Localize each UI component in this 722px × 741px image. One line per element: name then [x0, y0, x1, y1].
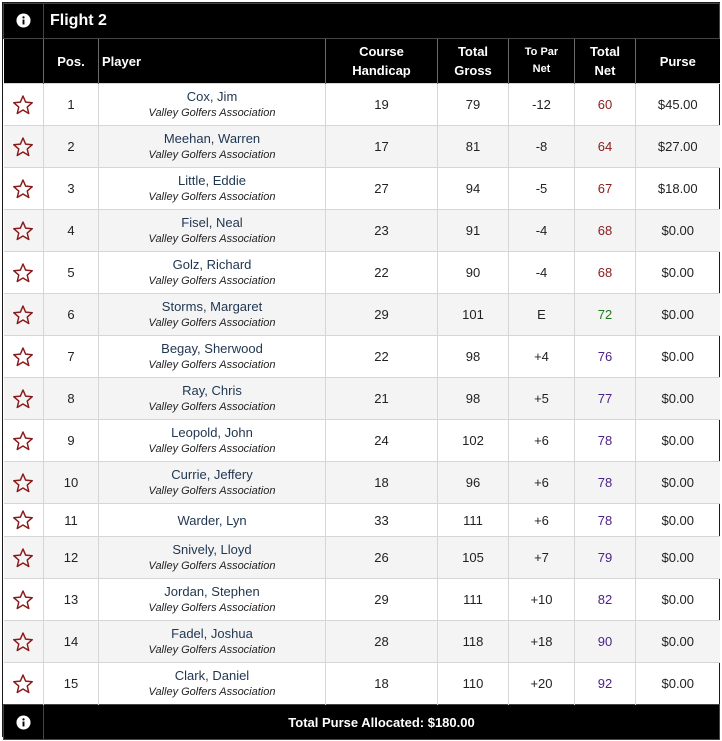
player-cell[interactable] — [99, 378, 326, 420]
player-name[interactable]: Storms, Margaret — [161, 298, 263, 314]
to-par-net: +5 — [509, 378, 575, 420]
favorite-star-button[interactable] — [4, 663, 44, 705]
star-outline-icon — [12, 304, 34, 326]
course-handicap: 26 — [326, 537, 438, 579]
total-net: 72 — [575, 294, 636, 336]
total-gross: 96 — [438, 462, 509, 504]
player-rows — [4, 84, 720, 705]
header-favorite — [4, 39, 44, 84]
table-row[interactable] — [4, 420, 720, 462]
player-cell[interactable] — [99, 210, 326, 252]
position: 7 — [44, 336, 99, 378]
player-cell[interactable] — [99, 252, 326, 294]
player-name[interactable]: Meehan, Warren — [163, 130, 261, 146]
total-gross: 79 — [438, 84, 509, 126]
course-handicap: 18 — [326, 462, 438, 504]
to-par-net: -4 — [509, 252, 575, 294]
purse: $0.00 — [636, 462, 720, 504]
total-net: 67 — [575, 168, 636, 210]
player-name[interactable]: Warder, Lyn — [177, 512, 247, 528]
player-name[interactable]: Fadel, Joshua — [171, 625, 253, 641]
to-par-net: +18 — [509, 621, 575, 663]
course-handicap: 23 — [326, 210, 438, 252]
player-name[interactable]: Golz, Richard — [172, 256, 252, 272]
header-total-gross-line2: Gross — [454, 63, 492, 78]
favorite-star-button[interactable] — [4, 621, 44, 663]
course-handicap: 18 — [326, 663, 438, 705]
favorite-star-button[interactable] — [4, 378, 44, 420]
course-handicap: 22 — [326, 252, 438, 294]
player-club: Valley Golfers Association — [148, 274, 276, 287]
table-row[interactable] — [4, 579, 720, 621]
table-row[interactable] — [4, 504, 720, 537]
position: 13 — [44, 579, 99, 621]
course-handicap: 33 — [326, 504, 438, 537]
table-row[interactable] — [4, 336, 720, 378]
player-name[interactable]: Fisel, Neal — [181, 214, 243, 230]
total-purse-allocated: Total Purse Allocated: $180.00 — [44, 705, 720, 740]
header-to-par-line1: To Par — [524, 46, 559, 58]
player-cell[interactable] — [99, 126, 326, 168]
table-row[interactable] — [4, 621, 720, 663]
to-par-net: -4 — [509, 210, 575, 252]
course-handicap: 27 — [326, 168, 438, 210]
player-club: Valley Golfers Association — [148, 148, 276, 161]
header-total-gross-line1: Total — [457, 44, 489, 59]
player-name[interactable]: Leopold, John — [171, 424, 253, 440]
player-name[interactable]: Begay, Sherwood — [161, 340, 263, 356]
player-club: Valley Golfers Association — [148, 484, 276, 497]
table-row[interactable] — [4, 462, 720, 504]
position: 8 — [44, 378, 99, 420]
favorite-star-button[interactable] — [4, 336, 44, 378]
player-name[interactable]: Snively, Lloyd — [172, 541, 252, 557]
position: 14 — [44, 621, 99, 663]
to-par-net: +20 — [509, 663, 575, 705]
course-handicap: 24 — [326, 420, 438, 462]
player-cell[interactable] — [99, 420, 326, 462]
total-gross: 102 — [438, 420, 509, 462]
position: 1 — [44, 84, 99, 126]
header-pos[interactable]: Pos. — [44, 39, 99, 84]
total-net: 78 — [575, 504, 636, 537]
position: 9 — [44, 420, 99, 462]
player-club: Valley Golfers Association — [148, 316, 276, 329]
total-net: 82 — [575, 579, 636, 621]
header-player[interactable]: Player — [99, 39, 326, 84]
total-gross: 110 — [438, 663, 509, 705]
player-club: Valley Golfers Association — [148, 559, 276, 572]
total-gross: 91 — [438, 210, 509, 252]
purse: $0.00 — [636, 294, 720, 336]
player-cell[interactable] — [99, 84, 326, 126]
table-row[interactable] — [4, 537, 720, 579]
player-club: Valley Golfers Association — [148, 643, 276, 656]
flight-title: Flight 2 — [44, 4, 720, 39]
star-outline-icon — [12, 631, 34, 653]
flight-info-button[interactable] — [4, 4, 44, 39]
star-outline-icon — [12, 136, 34, 158]
course-handicap: 21 — [326, 378, 438, 420]
favorite-star-button[interactable] — [4, 126, 44, 168]
favorite-star-button[interactable] — [4, 579, 44, 621]
player-name[interactable]: Ray, Chris — [182, 382, 242, 398]
star-outline-icon — [12, 220, 34, 242]
star-outline-icon — [12, 472, 34, 494]
position: 2 — [44, 126, 99, 168]
total-net: 68 — [575, 210, 636, 252]
to-par-net: +7 — [509, 537, 575, 579]
position: 5 — [44, 252, 99, 294]
position: 10 — [44, 462, 99, 504]
course-handicap: 19 — [326, 84, 438, 126]
table-row[interactable] — [4, 168, 720, 210]
header-purse[interactable]: Purse — [636, 39, 720, 84]
total-gross: 94 — [438, 168, 509, 210]
favorite-star-button[interactable] — [4, 210, 44, 252]
position: 4 — [44, 210, 99, 252]
header-total-net-line1: Total — [589, 44, 621, 59]
purse: $18.00 — [636, 168, 720, 210]
player-name[interactable]: Clark, Daniel — [174, 667, 250, 683]
position: 12 — [44, 537, 99, 579]
total-net: 60 — [575, 84, 636, 126]
player-cell[interactable] — [99, 168, 326, 210]
header-course-handicap-line2: Handicap — [352, 63, 411, 78]
total-gross: 101 — [438, 294, 509, 336]
footer-bar — [4, 705, 720, 740]
player-name[interactable]: Little, Eddie — [178, 172, 246, 188]
star-outline-icon — [12, 673, 34, 695]
purse: $0.00 — [636, 579, 720, 621]
total-net: 79 — [575, 537, 636, 579]
column-headers — [4, 39, 720, 84]
star-outline-icon — [12, 547, 34, 569]
player-club: Valley Golfers Association — [148, 190, 276, 203]
header-total-net-line2: Net — [594, 63, 616, 78]
leaderboard-table — [3, 3, 720, 740]
header-total-gross[interactable] — [438, 39, 509, 84]
star-outline-icon — [12, 589, 34, 611]
table-row[interactable] — [4, 84, 720, 126]
total-net: 90 — [575, 621, 636, 663]
to-par-net: +6 — [509, 420, 575, 462]
to-par-net: +10 — [509, 579, 575, 621]
total-gross: 111 — [438, 504, 509, 537]
purse: $0.00 — [636, 504, 720, 537]
total-gross: 90 — [438, 252, 509, 294]
player-name[interactable]: Jordan, Stephen — [164, 583, 260, 599]
to-par-net: +4 — [509, 336, 575, 378]
star-outline-icon — [12, 94, 34, 116]
favorite-star-button[interactable] — [4, 462, 44, 504]
favorite-star-button[interactable] — [4, 252, 44, 294]
star-outline-icon — [12, 346, 34, 368]
star-outline-icon — [12, 388, 34, 410]
purse: $0.00 — [636, 252, 720, 294]
total-gross: 81 — [438, 126, 509, 168]
header-to-par-net[interactable] — [509, 39, 575, 84]
flight-title-bar — [4, 4, 720, 39]
footer-info-button[interactable] — [4, 705, 44, 740]
purse: $45.00 — [636, 84, 720, 126]
table-row[interactable] — [4, 126, 720, 168]
total-net: 68 — [575, 252, 636, 294]
to-par-net: -5 — [509, 168, 575, 210]
course-handicap: 29 — [326, 579, 438, 621]
player-name[interactable]: Cox, Jim — [186, 88, 238, 104]
player-club: Valley Golfers Association — [148, 106, 276, 119]
total-net: 78 — [575, 462, 636, 504]
total-net: 64 — [575, 126, 636, 168]
player-club: Valley Golfers Association — [148, 685, 276, 698]
favorite-star-button[interactable] — [4, 294, 44, 336]
total-net: 76 — [575, 336, 636, 378]
total-gross: 111 — [438, 579, 509, 621]
purse: $0.00 — [636, 210, 720, 252]
course-handicap: 28 — [326, 621, 438, 663]
favorite-star-button[interactable] — [4, 537, 44, 579]
player-club: Valley Golfers Association — [148, 232, 276, 245]
purse: $27.00 — [636, 126, 720, 168]
total-gross: 98 — [438, 378, 509, 420]
player-club: Valley Golfers Association — [148, 601, 276, 614]
total-gross: 105 — [438, 537, 509, 579]
purse: $0.00 — [636, 621, 720, 663]
favorite-star-button[interactable] — [4, 168, 44, 210]
course-handicap: 29 — [326, 294, 438, 336]
position: 15 — [44, 663, 99, 705]
player-club: Valley Golfers Association — [148, 400, 276, 413]
star-outline-icon — [12, 509, 34, 531]
player-cell[interactable] — [99, 579, 326, 621]
to-par-net: +6 — [509, 462, 575, 504]
favorite-star-button[interactable] — [4, 420, 44, 462]
favorite-star-button[interactable] — [4, 504, 44, 537]
header-to-par-line2: Net — [532, 63, 551, 75]
player-cell[interactable] — [99, 621, 326, 663]
table-row[interactable] — [4, 252, 720, 294]
total-net: 78 — [575, 420, 636, 462]
player-name[interactable]: Currie, Jeffery — [171, 466, 253, 482]
header-course-handicap[interactable] — [326, 39, 438, 84]
total-gross: 118 — [438, 621, 509, 663]
player-cell[interactable] — [99, 504, 326, 537]
to-par-net: +6 — [509, 504, 575, 537]
info-circle-icon — [16, 13, 31, 28]
total-net: 92 — [575, 663, 636, 705]
player-cell[interactable] — [99, 462, 326, 504]
purse: $0.00 — [636, 378, 720, 420]
course-handicap: 17 — [326, 126, 438, 168]
player-club: Valley Golfers Association — [148, 358, 276, 371]
to-par-net: E — [509, 294, 575, 336]
info-circle-icon — [16, 715, 31, 730]
header-course-handicap-line1: Course — [359, 44, 404, 59]
table-row[interactable] — [4, 294, 720, 336]
player-cell[interactable] — [99, 294, 326, 336]
to-par-net: -12 — [509, 84, 575, 126]
course-handicap: 22 — [326, 336, 438, 378]
table-row[interactable] — [4, 378, 720, 420]
table-row[interactable] — [4, 663, 720, 705]
player-cell[interactable] — [99, 537, 326, 579]
purse: $0.00 — [636, 537, 720, 579]
purse: $0.00 — [636, 663, 720, 705]
total-gross: 98 — [438, 336, 509, 378]
star-outline-icon — [12, 262, 34, 284]
leaderboard — [2, 2, 720, 737]
player-club: Valley Golfers Association — [148, 442, 276, 455]
purse: $0.00 — [636, 420, 720, 462]
favorite-star-button[interactable] — [4, 84, 44, 126]
player-cell[interactable] — [99, 663, 326, 705]
position: 3 — [44, 168, 99, 210]
header-total-net[interactable] — [575, 39, 636, 84]
position: 11 — [44, 504, 99, 537]
star-outline-icon — [12, 430, 34, 452]
player-cell[interactable] — [99, 336, 326, 378]
purse: $0.00 — [636, 336, 720, 378]
to-par-net: -8 — [509, 126, 575, 168]
star-outline-icon — [12, 178, 34, 200]
total-net: 77 — [575, 378, 636, 420]
position: 6 — [44, 294, 99, 336]
table-row[interactable] — [4, 210, 720, 252]
